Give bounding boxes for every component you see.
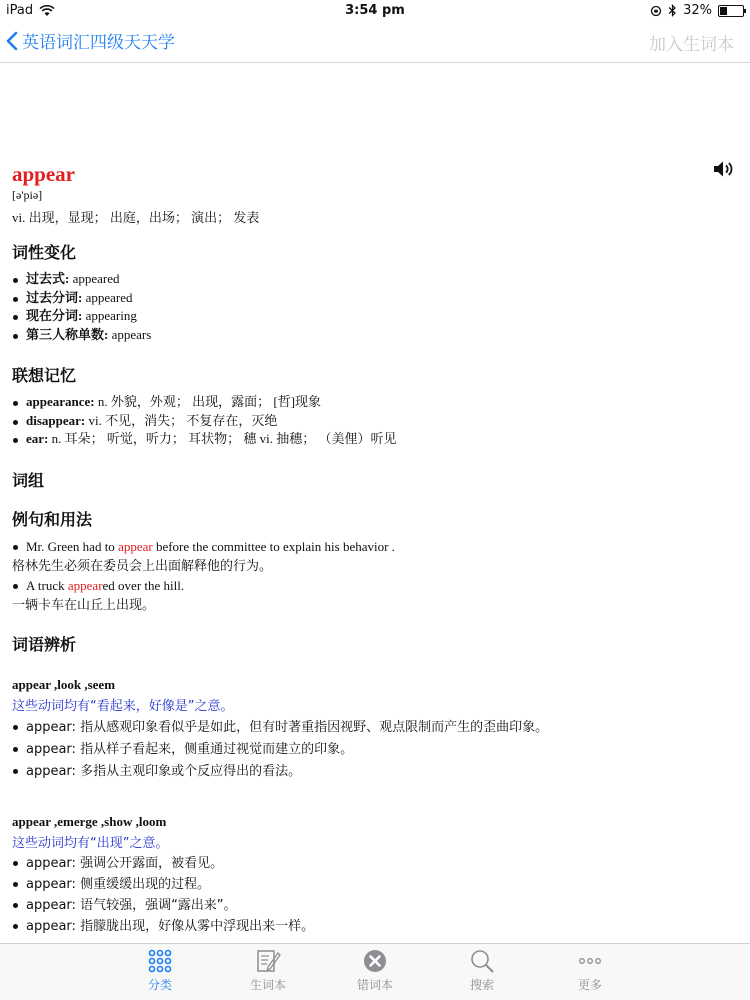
association-label: disappear:	[26, 412, 86, 428]
tab-label: 搜索	[469, 978, 494, 992]
section-title-examples: 例句和用法	[12, 510, 93, 529]
rotation-lock-icon	[650, 5, 662, 17]
status-bar	[0, 0, 750, 22]
list-item: appear: 侧重缓缓出现的过程。	[12, 874, 314, 895]
device-name: iPad	[6, 3, 34, 18]
inflection-label: 第三人称单数:	[26, 326, 109, 342]
status-time: 3:54 pm	[345, 3, 405, 18]
grid-icon	[147, 948, 173, 974]
tab-more[interactable]	[555, 948, 625, 993]
discrimination-group-desc: 这些动词均有“看起来，好像是”之意。	[12, 699, 234, 714]
example-text: A truck	[26, 578, 68, 593]
list-item	[12, 270, 151, 289]
discrimination-list	[12, 717, 548, 783]
list-item	[12, 307, 151, 326]
notebook-edit-icon	[255, 948, 281, 974]
inflection-label: 过去分词:	[26, 289, 83, 305]
example-chinese: 格林先生必须在委员会上出面解释他的行为。	[12, 558, 273, 573]
tab-label: 更多	[577, 978, 602, 992]
speaker-icon[interactable]	[713, 160, 735, 178]
inflection-value: appears	[111, 326, 152, 342]
battery-percent: 32%	[683, 3, 712, 18]
list-item: appear: 多指从主观印象或个反应得出的看法。	[12, 761, 548, 783]
section-title-associations: 联想记忆	[12, 366, 77, 385]
bluetooth-icon	[668, 4, 677, 17]
example-highlight: appear	[118, 539, 153, 554]
list-item: appear: 语气较强，强调“露出来”。	[12, 895, 314, 916]
example-text: before the committee to explain his behavior .	[152, 539, 395, 554]
definition: vi. 出现，显现； 出庭，出场； 演出； 发表	[12, 210, 260, 225]
associations-list	[12, 393, 397, 449]
battery-icon	[718, 5, 744, 17]
example-item	[12, 577, 184, 614]
back-button-label: 英语词汇四级天天学	[22, 33, 175, 53]
tab-label: 错词本	[356, 978, 393, 992]
status-right	[650, 3, 744, 18]
inflection-value: appeared	[85, 289, 133, 305]
add-to-wordbook-button[interactable]: 加入生词本	[649, 35, 734, 55]
tab-mistakes[interactable]	[340, 948, 410, 993]
tab-wordbook[interactable]	[233, 948, 303, 993]
navigation-bar	[0, 22, 750, 63]
list-item	[12, 393, 397, 412]
more-dots-icon	[577, 948, 603, 974]
inflection-label: 过去式:	[26, 271, 70, 286]
example-english	[12, 577, 184, 595]
section-title-discrimination: 词语辨析	[12, 635, 77, 654]
inflections-list	[12, 270, 151, 344]
list-item	[12, 289, 151, 308]
inflection-value: appeared	[72, 271, 120, 286]
example-item	[12, 538, 395, 575]
example-chinese: 一辆卡车在山丘上出现。	[12, 597, 156, 612]
example-text: Mr. Green had to	[26, 539, 119, 554]
list-item	[12, 430, 397, 449]
discrimination-group-title: appear ,look ,seem	[12, 677, 116, 692]
discrimination-group-title: appear ,emerge ,show ,loom	[12, 814, 167, 829]
list-item: appear: 指从样子看起来，侧重通过视觉而建立的印象。	[12, 739, 548, 761]
back-button[interactable]	[6, 28, 175, 53]
association-value: n. 耳朵； 听觉，听力； 耳状物； 穗 vi. 抽穗； （美俚）听见	[51, 431, 397, 446]
list-item	[12, 412, 397, 431]
tab-search[interactable]	[447, 948, 517, 993]
association-value: vi. 不见，消失； 不复存在，灭绝	[88, 412, 278, 428]
tab-category[interactable]	[125, 948, 195, 993]
association-label: appearance:	[26, 394, 95, 409]
phonetic: [ə'piə]	[12, 188, 43, 202]
discrimination-group-desc: 这些动词均有“出现”之意。	[12, 836, 169, 851]
search-icon	[469, 948, 495, 974]
list-item: appear: 指从感观印象看似乎是如此，但有时著重指因视野、观点限制而产生的歪曲印象。	[12, 717, 548, 739]
x-circle-icon	[362, 948, 388, 974]
section-title-inflections: 词性变化	[12, 243, 77, 262]
inflection-label: 现在分词:	[26, 308, 83, 323]
list-item	[12, 326, 151, 345]
tab-label: 生词本	[249, 978, 286, 992]
chevron-left-icon	[6, 31, 18, 51]
list-item: appear: 强调公开露面，被看见。	[12, 853, 314, 874]
tab-bar	[0, 943, 750, 1000]
discrimination-list	[12, 853, 314, 937]
headword: appear	[12, 162, 75, 186]
association-label: ear:	[26, 431, 49, 446]
tab-label: 分类	[147, 978, 172, 992]
example-highlight: appear	[67, 578, 103, 593]
example-english	[12, 538, 395, 556]
section-title-phrases: 词组	[12, 471, 45, 490]
example-text: ed over the hill.	[102, 578, 185, 593]
association-value: n. 外貌，外观； 出现，露面； [哲]现象	[97, 394, 322, 409]
list-item: appear: 指朦胧出现，好像从雾中浮现出来一样。	[12, 916, 314, 937]
inflection-value: appearing	[85, 308, 137, 323]
